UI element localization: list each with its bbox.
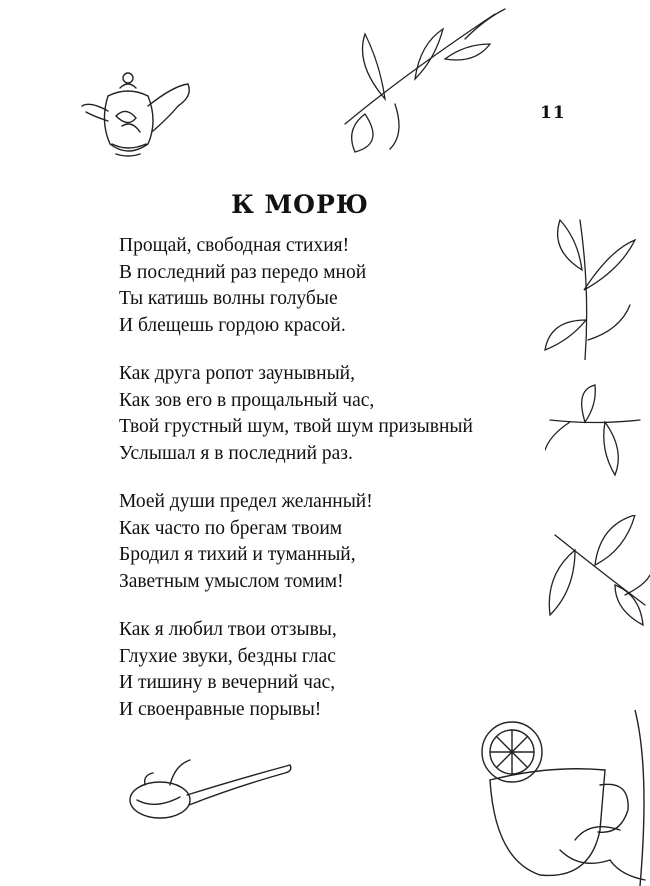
poem-line: Услышал я в последний раз. [119, 442, 353, 464]
poem-line: Как зов его в прощальный час, [119, 389, 375, 411]
poem-line: Как друга ропот заунывный, [119, 363, 355, 384]
stanza-3 [119, 489, 473, 595]
leaf-branch-illustration [545, 515, 650, 630]
poem-line: Как я любил твои отзывы, [119, 619, 337, 640]
teapot-illustration [78, 66, 203, 166]
poem-line: Ты катишь волны голубые [119, 288, 338, 309]
poem-body [119, 233, 473, 745]
poem-line: Твой грустный шум, твой шум призывный [119, 416, 473, 437]
stanza-1 [119, 233, 473, 339]
poem-line: Бродил я тихий и туманный, [119, 544, 356, 565]
poem-line: Глухие звуки, бездны глас [119, 645, 336, 667]
stanza-4 [119, 617, 473, 723]
tea-cup-lemon-illustration [470, 710, 650, 886]
page-number: 11 [540, 103, 566, 123]
poem-title: К МОРЮ [231, 190, 369, 219]
poem-line: И блещешь гордою красой. [119, 314, 346, 336]
poem-line: В последний раз передо мной [119, 261, 367, 283]
tea-leaf-sprig-illustration [540, 210, 640, 360]
stanza-2 [119, 361, 473, 467]
poem-line: Моей души предел желанный! [119, 491, 373, 512]
poem-line: И тишину в вечерний час, [119, 672, 336, 693]
poem-line: Заветным умыслом томим! [119, 570, 344, 592]
poem-line: И своенравные порывы! [119, 698, 322, 720]
spoon-illustration [125, 755, 295, 835]
leaf-sprig-top-illustration [325, 4, 510, 154]
leaf-sprig-middle-illustration [545, 380, 645, 480]
poem-line: Прощай, свободная стихия! [119, 235, 350, 256]
poem-line: Как часто по брегам твоим [119, 517, 343, 539]
